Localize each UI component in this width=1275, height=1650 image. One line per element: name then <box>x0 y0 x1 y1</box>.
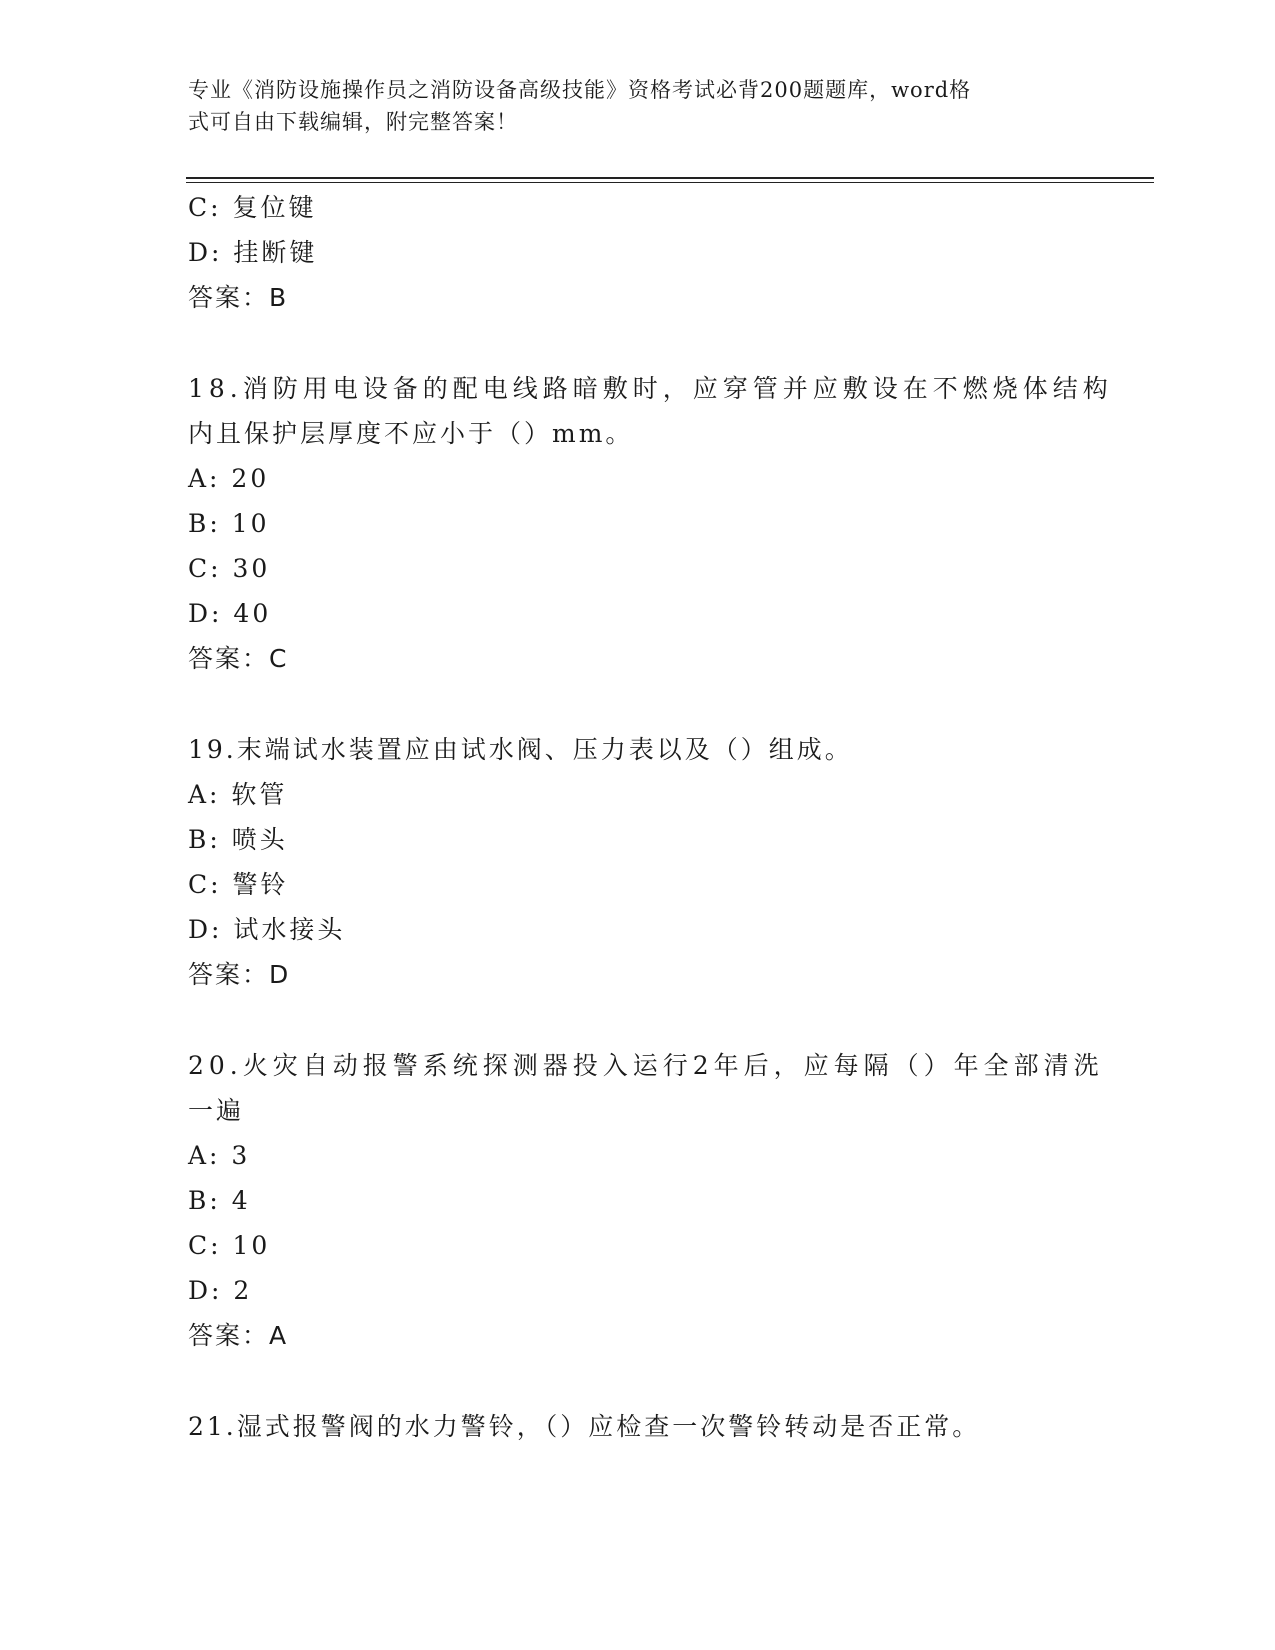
header-line-2: 式可自由下载编辑，附完整答案！ <box>188 110 518 134</box>
q19-option-c: C: 警铃 <box>188 870 289 899</box>
q18-option-d: D: 40 <box>188 599 272 628</box>
header-rule-thin <box>186 182 1154 183</box>
q19-option-b: B: 喷头 <box>188 825 288 854</box>
q19-stem-line-1: 19.末端试水装置应由试水阀、压力表以及（）组成。 <box>188 735 853 764</box>
q18-option-b: B: 10 <box>188 509 270 538</box>
q18-option-a: A: 20 <box>188 464 270 493</box>
q20-option-b: B: 4 <box>188 1186 251 1215</box>
q19-option-a: A: 软管 <box>188 780 288 809</box>
q17-answer: 答案：B <box>188 283 289 312</box>
q20-stem-line-1: 20.火灾自动报警系统探测器投入运行2年后，应每隔（）年全部清洗 <box>188 1051 1104 1080</box>
q18-stem-line-1: 18.消防用电设备的配电线路暗敷时，应穿管并应敷设在不燃烧体结构 <box>188 374 1113 403</box>
q17-option-c: C: 复位键 <box>188 193 317 222</box>
q18-option-c: C: 30 <box>188 554 271 583</box>
header-rule-thick <box>186 177 1154 179</box>
q17-option-d: D: 挂断键 <box>188 238 318 267</box>
q20-answer: 答案：A <box>188 1321 289 1350</box>
q18-stem-line-2: 内且保护层厚度不应小于（）mm。 <box>188 419 634 448</box>
q18-answer: 答案：C <box>188 644 289 673</box>
q19-answer: 答案：D <box>188 960 291 989</box>
header-line-1: 专业《消防设施操作员之消防设备高级技能》资格考试必背200题题库，word格 <box>188 78 972 102</box>
q20-option-d: D: 2 <box>188 1276 253 1305</box>
q20-option-a: A: 3 <box>188 1141 251 1170</box>
q20-option-c: C: 10 <box>188 1231 271 1260</box>
q20-stem-line-2: 一遍 <box>188 1096 245 1125</box>
q21-stem-line-1: 21.湿式报警阀的水力警铃，（）应检查一次警铃转动是否正常。 <box>188 1412 981 1441</box>
q19-option-d: D: 试水接头 <box>188 915 346 944</box>
document-header <box>188 74 1068 138</box>
